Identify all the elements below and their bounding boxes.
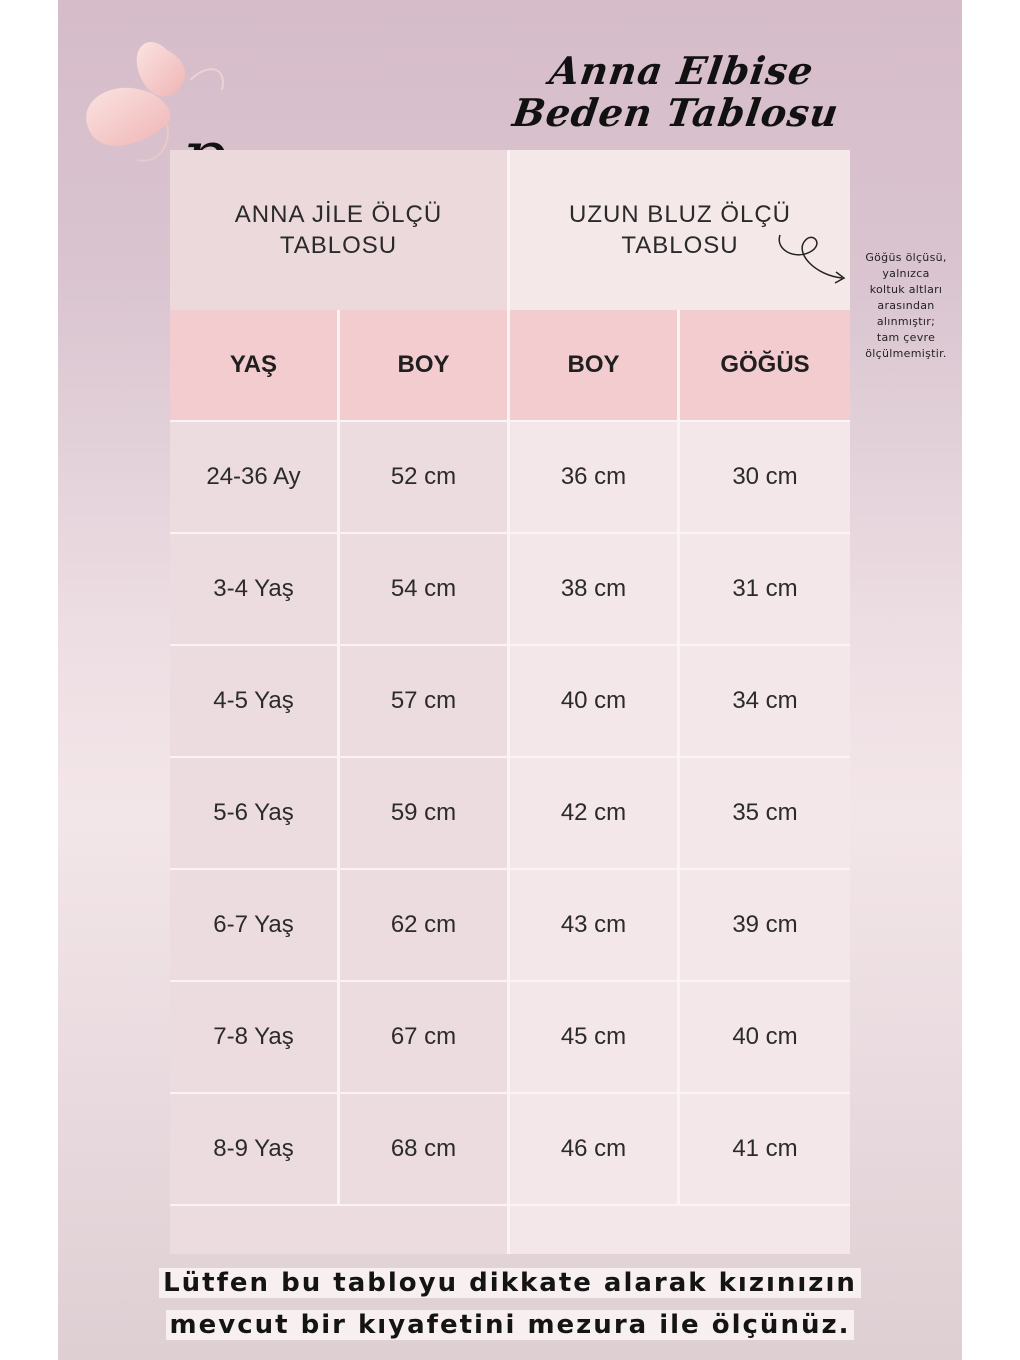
column-header-row [170, 310, 850, 420]
cell-chest: 40 cm [680, 982, 850, 1092]
title-line-1: Anna Elbise [547, 48, 818, 93]
table-row [170, 756, 850, 868]
chest-measurement-note [850, 250, 962, 362]
table-row [170, 980, 850, 1092]
cell-chest: 31 cm [680, 534, 850, 644]
group-header-jile: ANNA JİLE ÖLÇÜ TABLOSU [170, 150, 510, 310]
table-footer-right [510, 1206, 850, 1254]
table-footer-left [170, 1206, 510, 1254]
cell-age: 7-8 Yaş [170, 982, 340, 1092]
page-title [511, 50, 848, 134]
table-row [170, 868, 850, 980]
instruction-line-1: Lütfen bu tabloyu dikkate alarak kızınızın [159, 1268, 861, 1298]
cell-age: 6-7 Yaş [170, 870, 340, 980]
cell-jile-length: 57 cm [340, 646, 510, 756]
table-footer-row [170, 1204, 850, 1254]
cell-bluz-length: 46 cm [510, 1094, 680, 1204]
cell-age: 4-5 Yaş [170, 646, 340, 756]
size-table [170, 150, 850, 1254]
note-line: yalnızca [882, 267, 930, 280]
cell-jile-length: 68 cm [340, 1094, 510, 1204]
measurement-instructions [58, 1262, 962, 1346]
note-line: Göğüs ölçüsü, [865, 251, 947, 264]
note-line: koltuk altları [869, 283, 943, 296]
col-header-chest: GÖĞÜS [720, 351, 810, 378]
table-row [170, 1092, 850, 1204]
cell-bluz-length: 36 cm [510, 422, 680, 532]
cell-age: 8-9 Yaş [170, 1094, 340, 1204]
note-line: tam çevre [876, 331, 936, 344]
cell-chest: 41 cm [680, 1094, 850, 1204]
cell-bluz-length: 45 cm [510, 982, 680, 1092]
cell-age: 24-36 Ay [170, 422, 340, 532]
note-line: arasından [877, 299, 935, 312]
table-row [170, 532, 850, 644]
col-header-age: YAŞ [170, 310, 340, 420]
cell-jile-length: 52 cm [340, 422, 510, 532]
col-header-jile-length: BOY [340, 310, 510, 420]
note-line: ölçülmemiştir. [865, 347, 947, 360]
cell-age: 5-6 Yaş [170, 758, 340, 868]
cell-chest: 30 cm [680, 422, 850, 532]
cell-jile-length: 59 cm [340, 758, 510, 868]
cell-bluz-length: 40 cm [510, 646, 680, 756]
col-header-bluz-length: BOY [510, 310, 680, 420]
table-row [170, 420, 850, 532]
cell-chest: 39 cm [680, 870, 850, 980]
cell-age: 3-4 Yaş [170, 534, 340, 644]
cell-bluz-length: 38 cm [510, 534, 680, 644]
cell-chest: 34 cm [680, 646, 850, 756]
group-header-bluz: UZUN BLUZ ÖLÇÜ TABLOSU [510, 150, 850, 310]
instruction-line-2: mevcut bir kıyafetini mezura ile ölçünüz. [166, 1310, 855, 1340]
table-row [170, 644, 850, 756]
cell-bluz-length: 42 cm [510, 758, 680, 868]
title-line-2: Beden Tablosu [510, 90, 843, 135]
cell-jile-length: 54 cm [340, 534, 510, 644]
curly-arrow-icon [770, 230, 850, 290]
size-chart-canvas [58, 0, 962, 1360]
cell-jile-length: 62 cm [340, 870, 510, 980]
group-header-row [170, 150, 850, 310]
cell-bluz-length: 43 cm [510, 870, 680, 980]
note-line: alınmıştır; [876, 315, 936, 328]
cell-jile-length: 67 cm [340, 982, 510, 1092]
cell-chest: 35 cm [680, 758, 850, 868]
